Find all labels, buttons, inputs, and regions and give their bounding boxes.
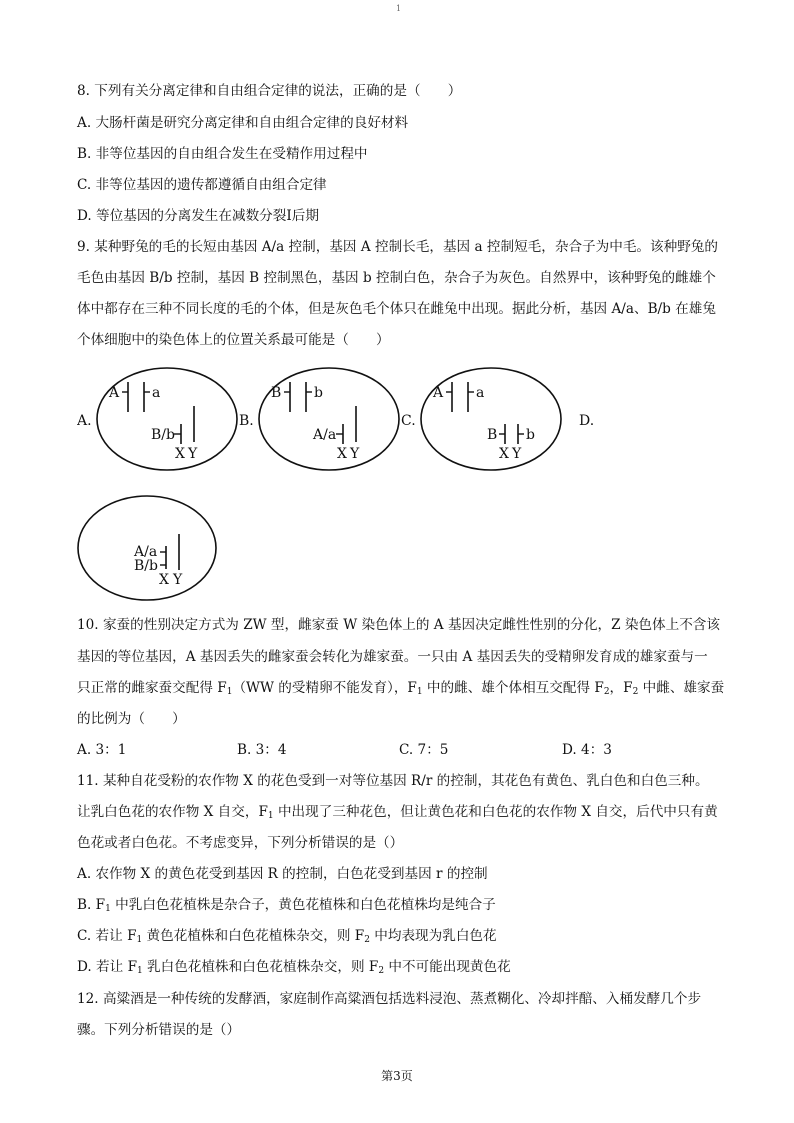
q10-option-b: B. 3：4 (237, 742, 287, 758)
q9-stem-line1: 9. 某种野兔的毛的长短由基因 A/a 控制，基因 A 控制长毛，基因 a 控制短毛，杂合子为中毛。该种野兔的 (77, 239, 718, 255)
cell-a-membrane (97, 368, 237, 470)
q9-stem-line3: 体中都存在三种不同长度的毛的个体，但是灰色毛个体只在雌兔中出现。据此分析，基因 A/a、B/b 在雄兔 (77, 301, 716, 317)
q9-cell-c (421, 368, 561, 470)
cell-c-sex-gene-right: b (526, 427, 535, 443)
q9-stem-line2: 毛色由基因 B/b 控制，基因 B 控制黑色，基因 b 控制白色，杂合子为灰色。自然界中，该种野兔的雌雄个 (77, 270, 716, 286)
q10-options (77, 741, 677, 759)
q8-option-a: A. 大肠杆菌是研究分离定律和自由组合定律的良好材料 (77, 115, 409, 131)
q12-stem-line1: 12. 高粱酒是一种传统的发酵酒，家庭制作高粱酒包括选料浸泡、蒸煮糊化、冷却拌醅、入桶发酵几个步 (77, 991, 702, 1007)
q9-stem-line4: 个体细胞中的染色体上的位置关系最可能是（ ） (77, 332, 390, 348)
q11-option-a: A. 农作物 X 的黄色花受到基因 R 的控制，白色花受到基因 r 的控制 (77, 866, 488, 882)
cell-b-sex-gene: A/a (313, 427, 337, 443)
header-mark: 1 (396, 4, 402, 13)
cell-c-gene-right: a (476, 385, 485, 401)
cell-c-gene-left: A (433, 385, 444, 401)
cell-a-x-label: X (175, 446, 185, 462)
q9-cell-d (78, 496, 216, 600)
page-number: 第3页 (381, 1069, 413, 1083)
cell-a-gene-right: a (152, 385, 161, 401)
q10-stem-line1: 10. 家蚕的性别决定方式为 ZW 型，雌家蚕 W 染色体上的 A 基因决定雌性性别的分化，Z 染色体上不含该 (77, 617, 720, 633)
q9-cells-svg (77, 366, 717, 606)
q8-option-d: D. 等位基因的分离发生在减数分裂Ⅰ后期 (77, 208, 319, 224)
cell-b-gene-left: B (271, 385, 282, 401)
cell-d-x-label: X (159, 572, 169, 588)
q12-stem-line2: 骤。下列分析错误的是（） (77, 1022, 241, 1038)
q9-cell-a (97, 368, 237, 470)
cell-d-gene-1: A/a (134, 544, 158, 560)
cell-c-sex-gene-left: B (487, 427, 498, 443)
q8-option-b: B. 非等位基因的自由组合发生在受精作用过程中 (77, 146, 368, 162)
cell-b-y-label: Y (350, 446, 360, 462)
cell-b-x-label: X (337, 446, 347, 462)
cell-b-membrane (259, 368, 399, 470)
q11-stem-line2: 让乳白色花的农作物 X 自交，$F_1$ 中出现了三种花色，但让黄色花和白色花的农作物 X 自交，后代中只有黄 (77, 804, 718, 821)
q11-option-c: C. 若让 $F_1$ 黄色花植株和白色花植株杂交，则 $F_2$ 中均表现为乳白色花 (77, 928, 497, 945)
cell-b-gene-right: b (314, 385, 323, 401)
cell-a-sex-gene: B/b (151, 427, 175, 443)
q11-stem-line1: 11. 某种自花受粉的农作物 X 的花色受到一对等位基因 R/r 的控制，其花色有黄色、乳白色和白色三种。 (77, 773, 709, 789)
q10-option-d: D. 4：3 (562, 742, 612, 758)
q9-cell-b (259, 368, 399, 470)
q10-option-a: A. 3：1 (77, 742, 127, 758)
cell-c-y-label: Y (512, 446, 522, 462)
q10-option-c: C. 7：5 (399, 742, 449, 758)
q9-chromosome-diagrams (77, 366, 717, 606)
q11-stem-line3: 色花或者白色花。不考虑变异，下列分析错误的是（） (77, 835, 404, 851)
cell-a-gene-left: A (109, 385, 120, 401)
q9-label-d: D. (579, 413, 595, 429)
q11-option-d: D. 若让 $F_1$ 乳白色花植株和白色花植株杂交，则 $F_2$ 中不可能出现黄色花 (77, 959, 511, 976)
q8-option-c: C. 非等位基因的遗传都遵循自由组合定律 (77, 177, 327, 193)
cell-c-x-label: X (499, 446, 509, 462)
cell-a-y-label: Y (188, 446, 198, 462)
cell-c-membrane (421, 368, 561, 470)
q10-stem-line4: 的比例为（ ） (77, 711, 186, 727)
cell-d-y-label: Y (173, 572, 183, 588)
q8-stem: 8. 下列有关分离定律和自由组合定律的说法，正确的是（ ） (77, 83, 462, 99)
cell-d-gene-2: B/b (134, 558, 158, 574)
q9-label-c: C. (401, 413, 416, 429)
q10-stem-line3: 只正常的雌家蚕交配得 $F_1(WW$ 的受精卵不能发育），$F_1$ 中的雌、雄个体相互交配得 $F_2$，$F_2$ 中雌、雄家蚕 (77, 680, 725, 697)
q10-stem-line2: 基因的等位基因，A 基因丢失的雌家蚕会转化为雄家蚕。一只由 A 基因丢失的受精卵发育成的雄家蚕与一 (77, 649, 708, 665)
q9-label-a: A. (77, 413, 92, 429)
q11-option-b: B. $F_1$ 中乳白色花植株是杂合子，黄色花植株和白色花植株均是纯合子 (77, 897, 496, 914)
q9-label-b: B. (239, 413, 254, 429)
